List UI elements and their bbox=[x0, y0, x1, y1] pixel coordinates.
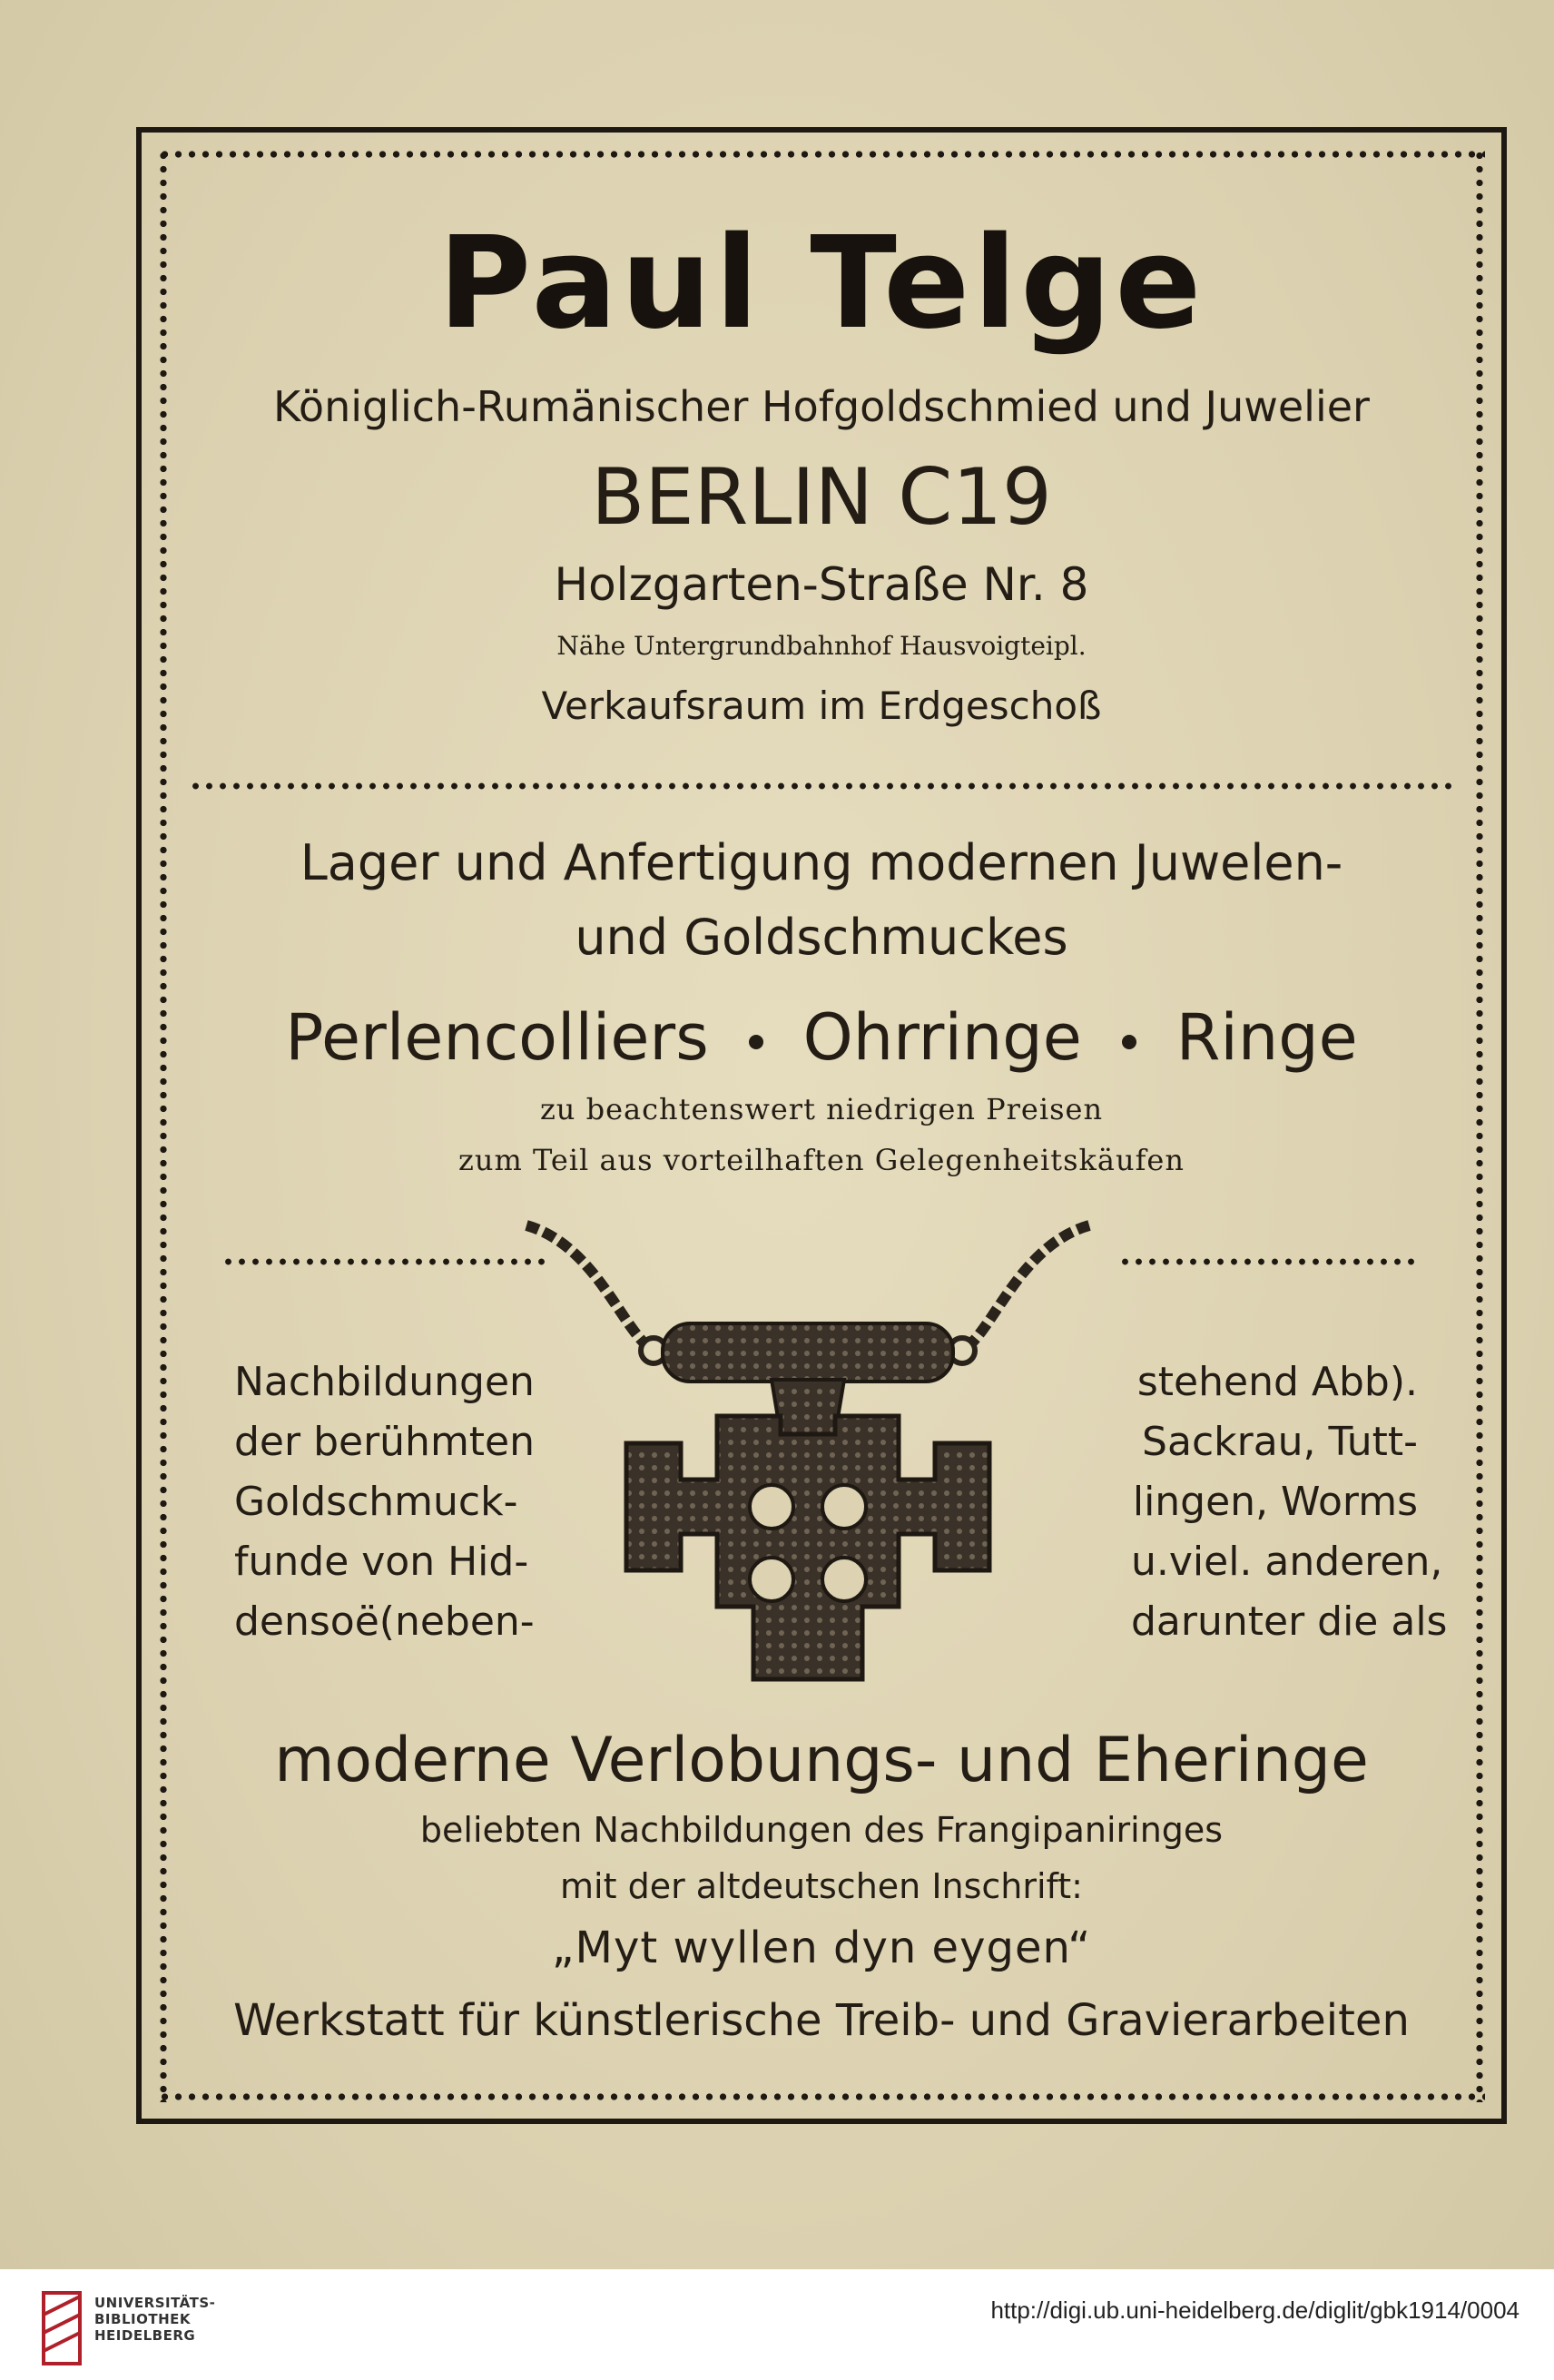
right-column-line: lingen, Worms bbox=[1132, 1479, 1418, 1525]
left-column-line: Goldschmuck- bbox=[234, 1479, 518, 1525]
library-name-line: BIBLIOTHEK bbox=[94, 2311, 191, 2327]
dotted-border-top bbox=[158, 149, 1485, 160]
library-footer bbox=[0, 2269, 1554, 2380]
product-list bbox=[136, 998, 1507, 1077]
library-name-line: UNIVERSITÄTS- bbox=[94, 2295, 216, 2311]
left-column-line: funde von Hid- bbox=[234, 1539, 529, 1585]
city: BERLIN C19 bbox=[591, 452, 1052, 543]
workshop-line: Werkstatt für künstlerische Treib- und Gravierarbeiten bbox=[233, 1995, 1410, 2046]
rings-heading: moderne Verlobungs- und Eheringe bbox=[274, 1725, 1369, 1796]
left-column-line: densoë(neben- bbox=[234, 1598, 535, 1645]
dotted-border-bottom bbox=[158, 2091, 1485, 2102]
dotted-rule-left bbox=[221, 1256, 550, 1267]
street-address: Holzgarten-Straße Nr. 8 bbox=[554, 558, 1089, 611]
sales-room: Verkaufsraum im Erdgeschoß bbox=[541, 684, 1102, 728]
dotted-rule-right bbox=[1118, 1256, 1420, 1267]
stock-line-1: Lager und Anfertigung modernen Juwelen- bbox=[300, 834, 1343, 891]
product-item: Ohrringe bbox=[802, 1000, 1082, 1075]
company-subtitle: Königlich-Rumänischer Hofgoldschmied und Juwelier bbox=[273, 382, 1370, 431]
right-column-line: Sackrau, Tutt- bbox=[1142, 1419, 1418, 1465]
right-text-column bbox=[1131, 1352, 1448, 1652]
library-name bbox=[94, 2295, 215, 2344]
bullet-dot bbox=[1122, 1035, 1136, 1049]
price-line-2: zum Teil aus vorteilhaften Gelegenheitskäufen bbox=[458, 1143, 1185, 1177]
ring-inscription: „Myt wyllen dyn eygen“ bbox=[551, 1923, 1092, 1973]
left-column-line: der berühmten bbox=[234, 1419, 536, 1465]
rings-line-1: beliebten Nachbildungen des Frangipaniringes bbox=[419, 1810, 1224, 1850]
nearby-station: Nähe Untergrundbahnhof Hausvoigteipl. bbox=[556, 631, 1087, 661]
left-column-line: Nachbildungen bbox=[234, 1359, 535, 1405]
library-name-line: HEIDELBERG bbox=[94, 2327, 196, 2344]
left-text-column bbox=[234, 1352, 535, 1652]
stock-line-2: und Goldschmuckes bbox=[575, 909, 1068, 966]
source-url[interactable]: http://digi.ub.uni-heidelberg.de/diglit/gbk1914/0004 bbox=[990, 2296, 1520, 2324]
pendant-illustration bbox=[508, 1207, 1107, 1716]
right-column-line: u.viel. anderen, bbox=[1131, 1539, 1443, 1585]
price-line-1: zu beachtenswert niedrigen Preisen bbox=[539, 1092, 1104, 1126]
company-name: Paul Telge bbox=[438, 210, 1205, 358]
bullet-dot bbox=[749, 1035, 763, 1049]
rings-line-2: mit der altdeutschen Inschrift: bbox=[560, 1866, 1083, 1906]
product-item: Ringe bbox=[1175, 1000, 1358, 1075]
right-column-line: stehend Abb). bbox=[1136, 1359, 1418, 1405]
library-logo-icon bbox=[36, 2287, 87, 2369]
dotted-divider bbox=[189, 781, 1454, 792]
right-column-line: darunter die als bbox=[1131, 1598, 1448, 1645]
product-item: Perlencolliers bbox=[285, 1000, 709, 1075]
